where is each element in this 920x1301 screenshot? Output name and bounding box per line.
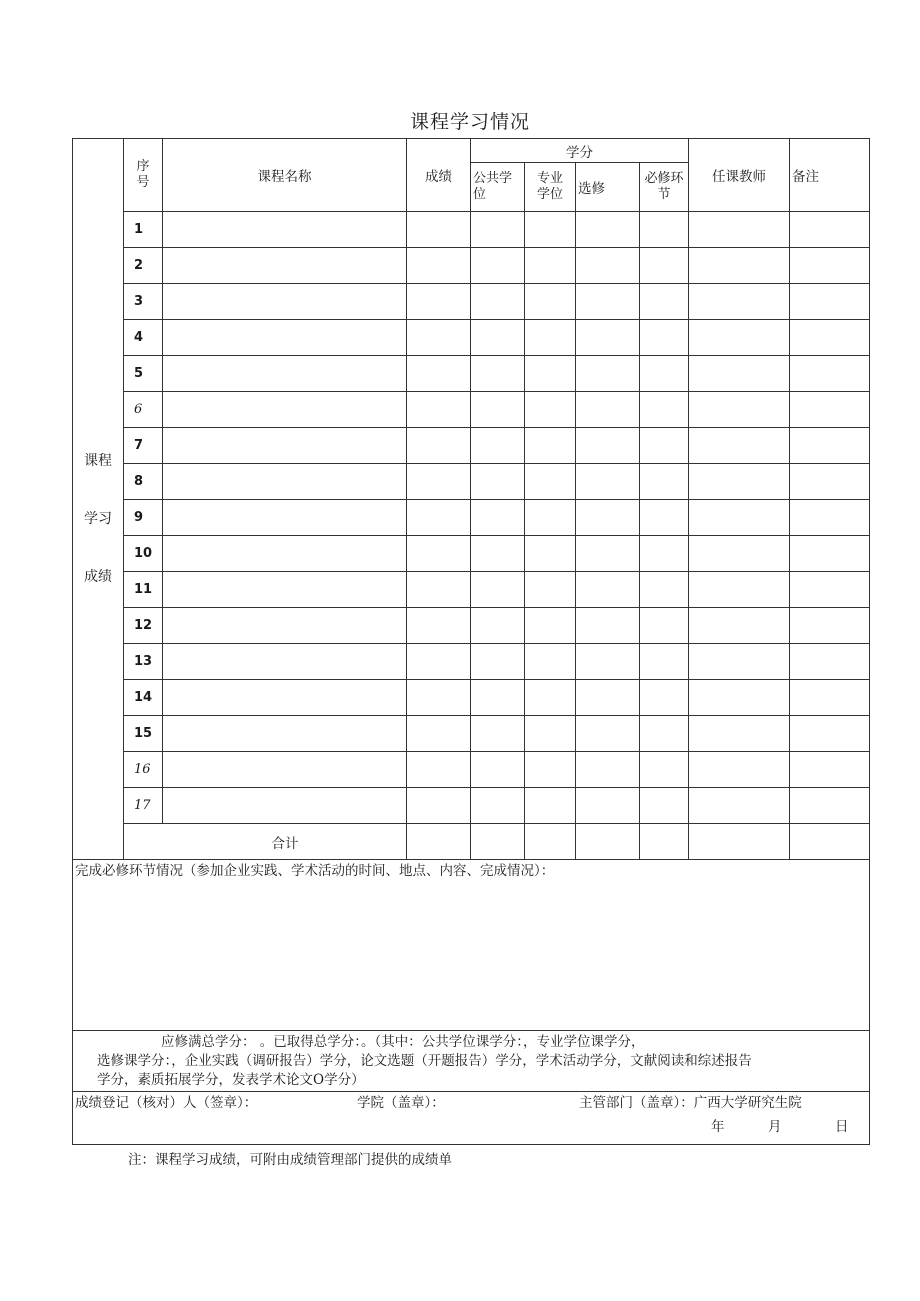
credit-summary-line-2: 选修课学分：，企业实践（调研报告）学分，论文选题（开题报告）学分，学术活动学分，文献阅读和综述报告 — [97, 1053, 752, 1069]
table-row — [73, 356, 870, 392]
table-row — [73, 572, 870, 608]
table-row — [73, 752, 870, 788]
side-label-3: 成绩 — [84, 569, 112, 585]
row-seq: 7 — [124, 428, 163, 464]
row-seq: 15 — [124, 716, 163, 752]
row-seq: 11 — [124, 572, 163, 608]
header-public-degree-label: 公共学位 — [473, 171, 513, 202]
header-major-degree-label: 专业学位 — [536, 171, 563, 202]
header-major-degree — [525, 163, 576, 212]
header-credit: 学分 — [471, 139, 689, 163]
table-row — [73, 320, 870, 356]
header-elective: 选修 — [576, 163, 640, 212]
row-seq: 17 — [124, 788, 163, 824]
footnote: 注：课程学习成绩，可附由成绩管理部门提供的成绩单 — [128, 1152, 452, 1168]
date-year: 年 — [711, 1119, 725, 1135]
total-row — [73, 824, 870, 860]
table-row — [73, 536, 870, 572]
row-seq: 2 — [124, 248, 163, 284]
row-seq: 1 — [124, 212, 163, 248]
page-title: 课程学习情况 — [409, 111, 530, 133]
row-seq: 16 — [124, 752, 163, 788]
row-seq: 14 — [124, 680, 163, 716]
header-seq — [124, 139, 163, 212]
header-seq-label: 序号 — [136, 159, 150, 190]
table-row — [73, 248, 870, 284]
table-row — [73, 428, 870, 464]
row-seq: 4 — [124, 320, 163, 356]
side-label — [73, 139, 124, 860]
credit-summary-line-3: 学分，素质拓展学分，发表学术论文O学分） — [97, 1072, 365, 1088]
table-row — [73, 608, 870, 644]
table-row — [73, 284, 870, 320]
header-course-name: 课程名称 — [163, 139, 407, 212]
row-seq: 10 — [124, 536, 163, 572]
date-month: 月 — [768, 1119, 782, 1135]
row-seq: 6 — [124, 392, 163, 428]
side-label-1: 课程 — [84, 453, 112, 469]
table-row — [73, 500, 870, 536]
row-seq: 12 — [124, 608, 163, 644]
college-seal: 学院（盖章）： — [357, 1095, 445, 1111]
header-required-link-label: 必修环节 — [644, 171, 684, 202]
row-seq: 9 — [124, 500, 163, 536]
total-label: 合计 — [124, 824, 407, 860]
row-seq: 8 — [124, 464, 163, 500]
table-row — [73, 212, 870, 248]
required-link-section — [73, 860, 870, 1031]
required-link-label: 完成必修环节情况（参加企业实践、学术活动的时间、地点、内容、完成情况）： — [75, 863, 555, 879]
signature-section — [73, 1092, 870, 1145]
table-row — [73, 788, 870, 824]
header-teacher: 任课教师 — [689, 139, 790, 212]
course-table — [72, 138, 870, 1145]
table-row — [73, 680, 870, 716]
credit-summary — [73, 1031, 870, 1092]
row-seq: 3 — [124, 284, 163, 320]
table-row — [73, 716, 870, 752]
credit-summary-line-1: 应修满总学分： 。已取得总学分：。（其中：公共学位课学分：，专业学位课学分， — [161, 1034, 645, 1050]
department-seal: 主管部门（盖章）：广西大学研究生院 — [579, 1095, 802, 1111]
row-seq: 5 — [124, 356, 163, 392]
date-day: 日 — [835, 1119, 849, 1135]
side-label-2: 学习 — [84, 511, 112, 527]
header-required-link — [640, 163, 689, 212]
table-row — [73, 464, 870, 500]
header-score: 成绩 — [407, 139, 471, 212]
header-public-degree — [471, 163, 525, 212]
registrar-signature: 成绩登记（核对）人（签章）： — [75, 1095, 258, 1111]
header-remark: 备注 — [790, 139, 870, 212]
row-seq: 13 — [124, 644, 163, 680]
table-row — [73, 392, 870, 428]
table-row — [73, 644, 870, 680]
